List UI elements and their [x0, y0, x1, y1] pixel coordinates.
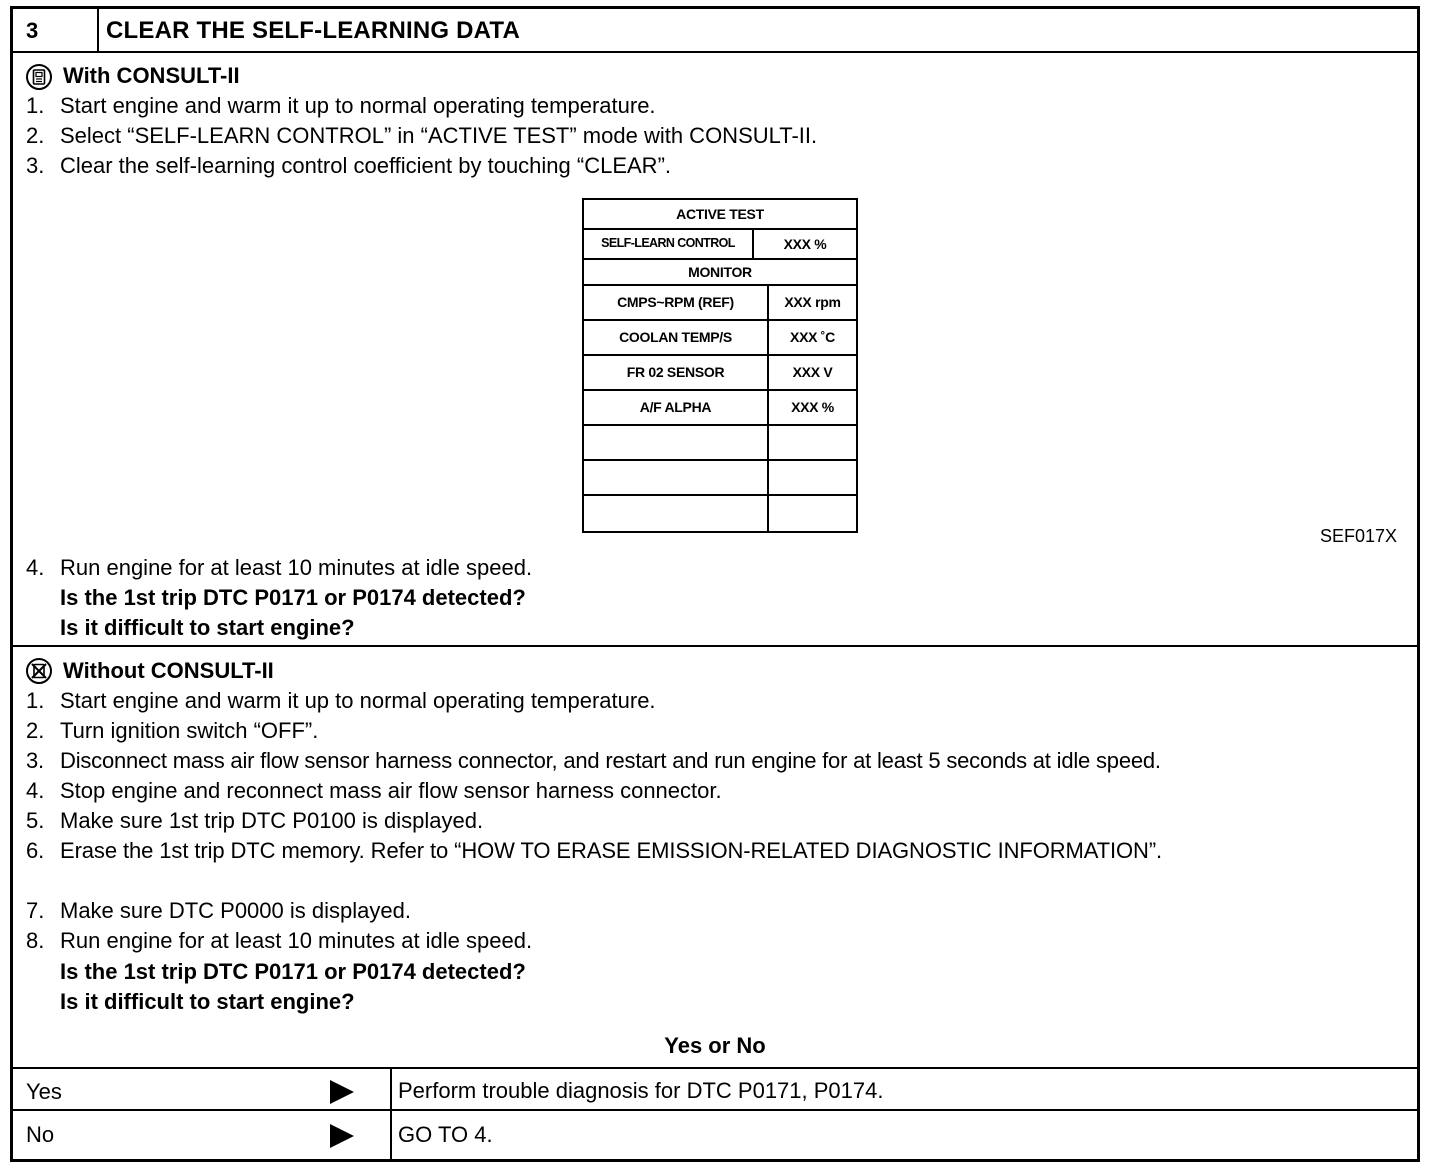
list-item: 2. Select “SELF-LEARN CONTROL” in “ACTIVE TEST” mode with CONSULT-II. [26, 123, 818, 148]
screen-rule [584, 258, 856, 260]
monitor-value: XXX % [791, 399, 834, 415]
list-item: 2. Turn ignition switch “OFF”. [26, 718, 319, 743]
answer-no-action: GO TO 4. [398, 1122, 493, 1147]
monitor-item: CMPS~RPM (REF) [617, 294, 734, 310]
consult-active-test-screen [582, 198, 858, 533]
monitor-value: XXX rpm [784, 294, 841, 310]
monitor-value: XXX V [792, 364, 833, 380]
screen-rule [584, 284, 856, 286]
header-divider [97, 6, 99, 52]
answer-rule [10, 1109, 1420, 1111]
no-tool-icon [26, 658, 52, 684]
list-item: 4. Run engine for at least 10 minutes at idle speed. [26, 555, 533, 580]
answer-yes-label: Yes [26, 1079, 62, 1104]
list-item: 7. Make sure DTC P0000 is displayed. [26, 898, 411, 923]
answer-column-divider [390, 1067, 392, 1159]
list-item: 5. Make sure 1st trip DTC P0100 is displayed. [26, 808, 484, 833]
answer-no-label: No [26, 1122, 55, 1147]
screen-test-item: SELF-LEARN CONTROL [601, 236, 735, 250]
list-item: 6. Erase the 1st trip DTC memory. Refer to “HOW TO ERASE EMISSION-RELATED DIAGNOSTIC INFORMATION”. [26, 838, 1163, 863]
step-title: CLEAR THE SELF-LEARNING DATA [106, 17, 521, 44]
screen-title: ACTIVE TEST [676, 206, 764, 222]
play-arrow-icon [330, 1080, 354, 1104]
screen-rule [584, 494, 856, 496]
answer-yes-action: Perform trouble diagnosis for DTC P0171, P0174. [398, 1078, 884, 1103]
consult-tool-icon [26, 64, 52, 90]
list-item: 1. Start engine and warm it up to normal operating temperature. [26, 93, 656, 118]
section-rule [10, 645, 1420, 647]
list-item: 1. Start engine and warm it up to normal operating temperature. [26, 688, 656, 713]
figure-code: SEF017X [1320, 526, 1398, 546]
question: Is the 1st trip DTC P0171 or P0174 detected? [60, 959, 526, 984]
list-item: 3. Clear the self-learning control coefficient by touching “CLEAR”. [26, 153, 672, 178]
screen-rule [584, 424, 856, 426]
screen-rule [584, 459, 856, 461]
list-item: 4. Stop engine and reconnect mass air flow sensor harness connector. [26, 778, 722, 803]
monitor-item: FR 02 SENSOR [626, 364, 725, 380]
answer-rule [10, 1067, 1420, 1069]
list-item: 3. Disconnect mass air flow sensor harness connector, and restart and run engine for at least 5 seconds at idle speed. [26, 748, 1161, 773]
question: Is it difficult to start engine? [60, 989, 355, 1014]
monitor-item: COOLAN TEMP/S [619, 329, 732, 345]
step-number: 3 [26, 18, 39, 43]
screen-rule [584, 319, 856, 321]
answer-prompt: Yes or No [664, 1033, 766, 1058]
screen-monitor-label: MONITOR [688, 264, 752, 280]
without-consult-title: Without CONSULT-II [63, 658, 274, 683]
monitor-item: A/F ALPHA [639, 399, 712, 415]
screen-test-value: XXX % [783, 236, 827, 252]
screen-rule [584, 354, 856, 356]
question: Is the 1st trip DTC P0171 or P0174 detected? [60, 585, 526, 610]
question: Is it difficult to start engine? [60, 615, 355, 640]
screen-rule [584, 389, 856, 391]
screen-rule [584, 228, 856, 230]
header-rule [10, 51, 1420, 53]
play-arrow-icon [330, 1124, 354, 1148]
with-consult-title: With CONSULT-II [63, 63, 240, 88]
list-item: 8. Run engine for at least 10 minutes at idle speed. [26, 928, 533, 953]
monitor-value: XXX ˚C [790, 329, 835, 345]
